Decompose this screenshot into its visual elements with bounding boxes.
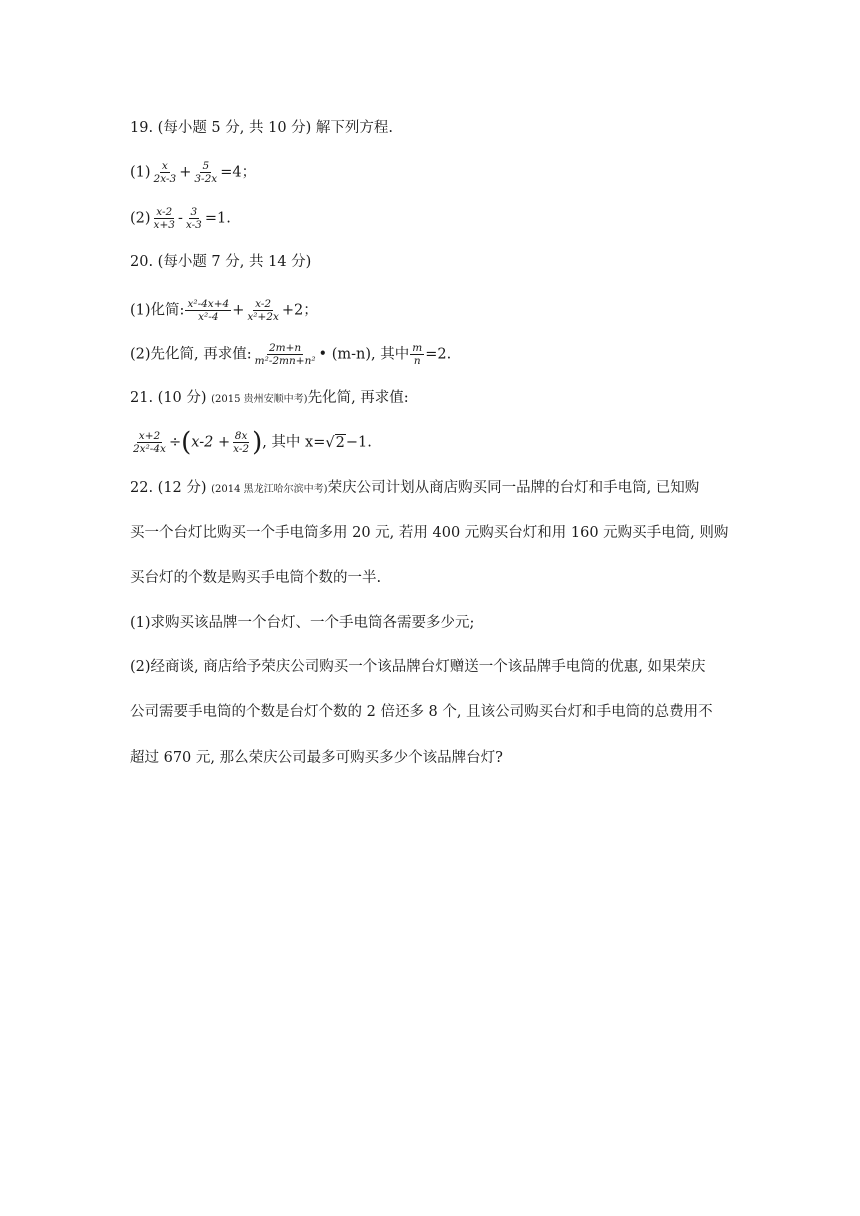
q22-line-7: 超过 670 元, 那么荣庆公司最多可购买多少个该品牌台灯? [130,750,503,766]
q19-part2 [130,206,231,231]
q19-part1-label: (1) [130,164,151,181]
q20-part1-fraction-1 [185,298,231,323]
numerator: 8x [234,430,248,442]
q19-heading [130,118,393,138]
q19-heading-text: 19. (每小题 5 分, 共 10 分) 解下列方程. [130,120,394,136]
q22-line-3: 买台灯的个数是购买手电筒个数的一半. [130,570,382,586]
denominator: x+3 [153,219,175,231]
paren-close: ) [252,427,263,458]
numerator: x+2 [138,430,161,442]
q19-part2-fraction-1 [152,206,177,231]
denominator: x-3 [185,219,202,231]
numerator: 3 [190,206,198,218]
numerator: m [412,342,423,354]
denominator: 2x²-4x [133,443,166,455]
numerator: 2m+n [269,342,302,354]
q22-line-6: 公司需要手电筒的个数是台灯个数的 2 倍还多 8 个, 且该公司购买台灯和手电筒的总费用不 [130,704,713,720]
right-hand-side: =4； [220,164,257,181]
tail-end: −1. [345,434,372,451]
numerator: x²-4x+4 [187,298,230,310]
paren-open: ( [181,427,192,458]
q21-source: (2015 贵州安顺中考) [211,394,308,405]
inner-term: x-2 + [191,434,231,451]
q21-heading-text: 先化简, 再求值: [307,390,409,406]
q19-part1 [130,160,256,185]
q20-part2-label: (2)先化简, 再求值: [130,346,252,363]
q20-heading-text: 20. (每小题 7 分, 共 14 分) [130,254,312,270]
right-hand-side: =2. [425,346,452,363]
numerator: x [161,160,168,172]
numerator: x-2 [255,298,272,310]
sqrt-symbol: √ [325,434,335,451]
numerator: 5 [202,160,210,172]
q19-part2-label: (2) [130,210,151,227]
q21-heading [130,388,409,410]
right-hand-side: =1. [204,210,231,227]
q20-heading [130,252,311,272]
q21-fraction-2 [231,430,251,455]
q21-heading-number: 21. (10 分) [130,390,207,406]
q20-part2 [130,342,451,367]
denominator: 3-2x [194,173,218,185]
divide-sign: ÷ [168,434,182,451]
q20-part2-fraction-2 [410,342,424,367]
q20-part2-fraction-1 [253,342,318,367]
right-hand-side: +2； [281,302,318,319]
q20-part1-fraction-2 [245,298,281,323]
q20-part1 [130,298,318,323]
radicand: 2 [335,434,345,451]
q21-fraction-1 [131,430,168,455]
q22-heading-number: 22. (12 分) [130,480,207,496]
q22-line-4: (1)求购买该品牌一个台灯、一个手电筒各需要多少元; [130,615,475,631]
numerator: x-2 [156,206,173,218]
operator: - [177,210,183,227]
denominator: n [413,355,421,367]
denominator: x²+2x [247,311,279,323]
denominator: x-2 [233,443,250,455]
operator: + [179,164,192,181]
q22-line-1-text: 荣庆公司计划从商店购买同一品牌的台灯和手电筒, 已知购 [327,480,700,496]
middle-text: • (m-n), 其中 [318,346,410,363]
q20-part1-label: (1)化简: [130,302,185,319]
sqrt-expression [325,433,345,453]
operator: + [232,302,245,319]
q22-line-5: (2)经商谈, 商店给予荣庆公司购买一个该品牌台灯赠送一个该品牌手电筒的优惠, 如果荣庆 [130,659,706,675]
q22-line-2: 买一个台灯比购买一个手电筒多用 20 元, 若用 400 元购买台灯和用 160 元购买手电筒, 则购 [130,525,729,541]
denominator: x²-4 [198,311,219,323]
q19-part1-fraction-2 [192,160,219,185]
q19-part1-fraction-1 [152,160,179,185]
q21-expression [130,427,372,458]
q19-part2-fraction-2 [184,206,204,231]
denominator: m²-2mn+n² [254,355,316,367]
tail-text: , 其中 x= [262,434,326,451]
q22-source: (2014 黑龙江哈尔滨中考) [211,484,328,495]
q22-line-1 [130,478,699,500]
denominator: 2x-3 [153,173,177,185]
